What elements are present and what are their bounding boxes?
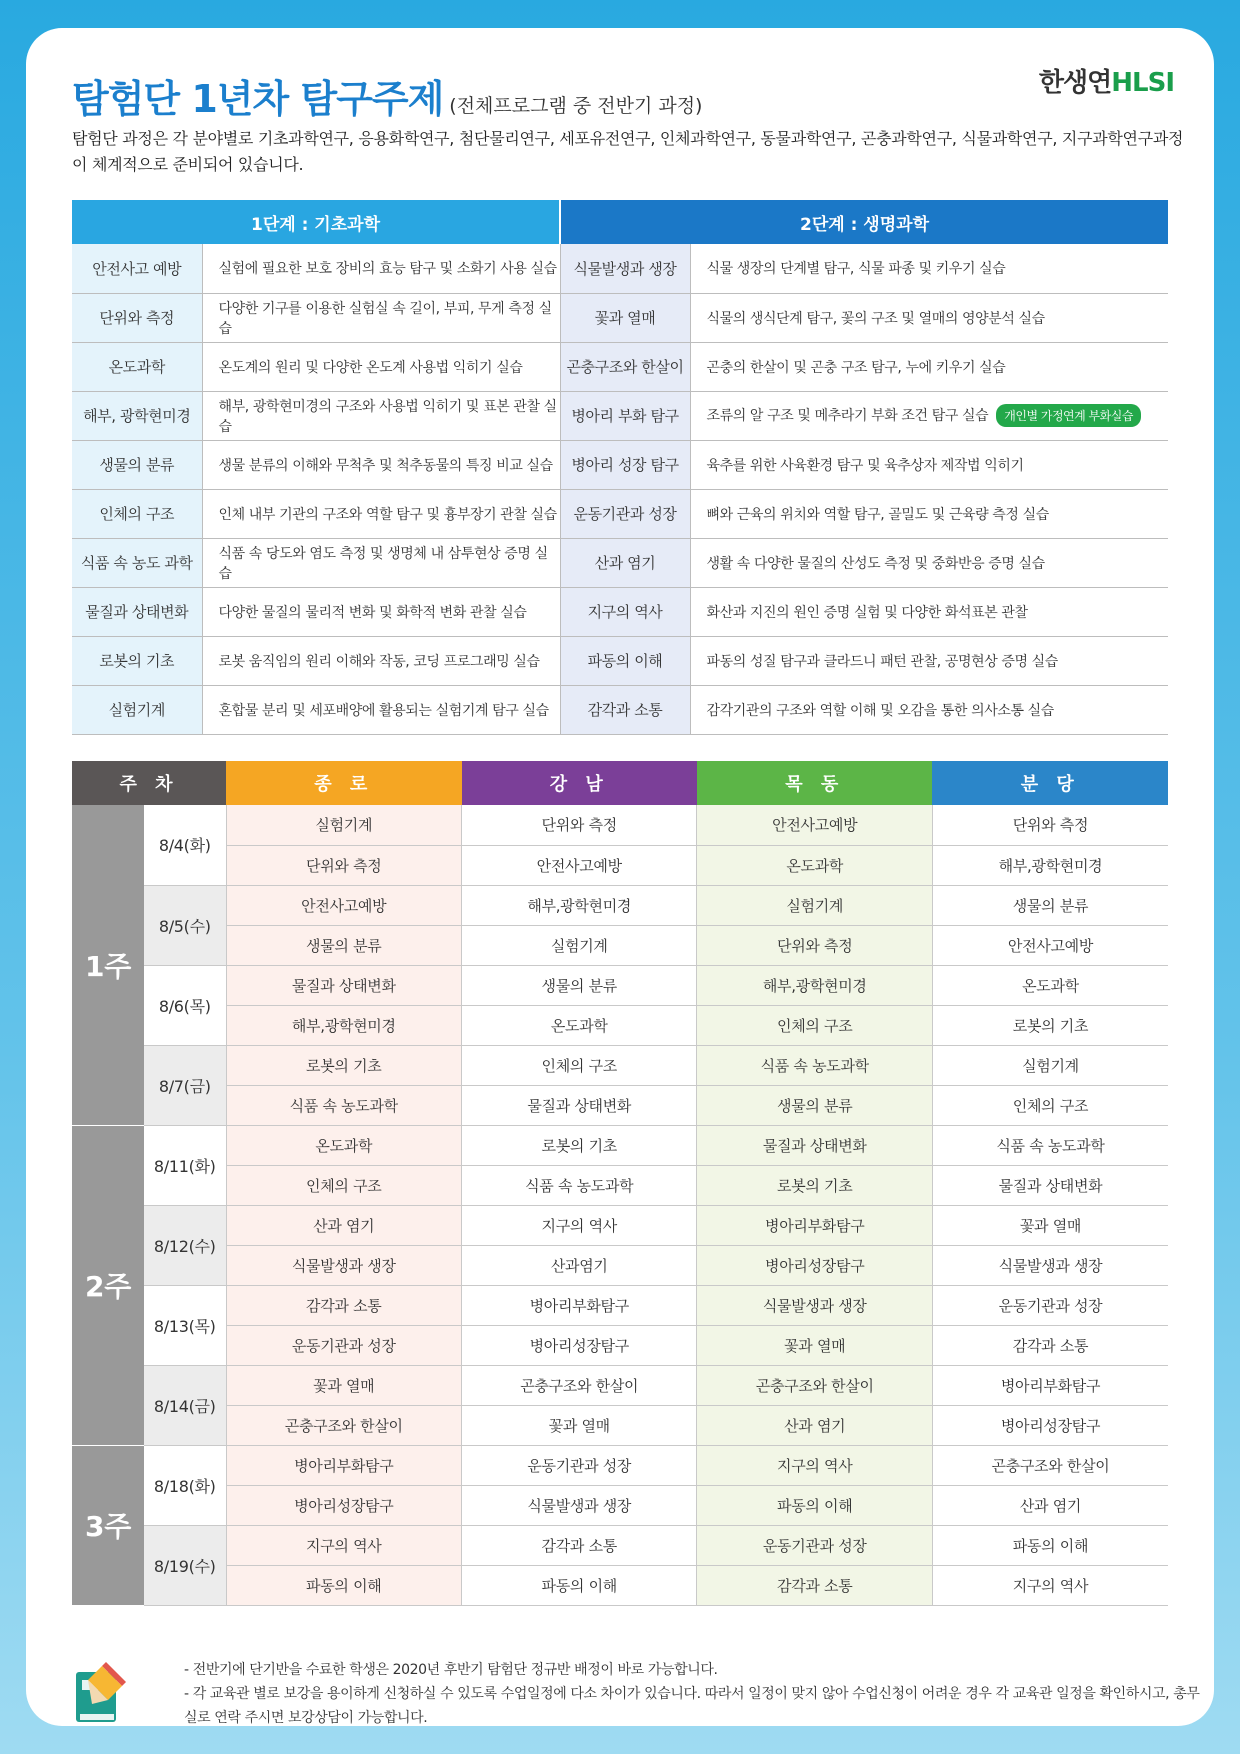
schedule-row — [72, 1525, 1168, 1565]
class-gangnam: 감각과 소통 — [462, 1525, 697, 1565]
class-gangnam: 로봇의 기초 — [462, 1125, 697, 1165]
stage2-header: 2단계 : 생명과학 — [560, 200, 1168, 244]
date-cell: 8/7(금) — [144, 1045, 226, 1125]
class-bundang: 안전사고예방 — [932, 925, 1168, 965]
class-gangnam: 곤충구조와 한살이 — [462, 1365, 697, 1405]
class-gangnam: 운동기관과 성장 — [462, 1445, 697, 1485]
topic-row — [72, 489, 1168, 538]
topic-name-stage1: 해부, 광학현미경 — [72, 391, 202, 440]
topic-desc-stage2: 식물 생장의 단계별 탐구, 식물 파종 및 키우기 실습 — [690, 244, 1168, 293]
date-cell: 8/5(수) — [144, 885, 226, 965]
date-cell: 8/18(화) — [144, 1445, 226, 1525]
topic-desc-stage2: 곤충의 한살이 및 곤충 구조 탐구, 누에 키우기 실습 — [690, 342, 1168, 391]
class-jongno: 로봇의 기초 — [226, 1045, 461, 1085]
class-bundang: 곤충구조와 한살이 — [932, 1445, 1168, 1485]
date-cell: 8/6(목) — [144, 965, 226, 1045]
topic-desc-stage1: 생물 분류의 이해와 무척추 및 척추동물의 특징 비교 실습 — [202, 440, 560, 489]
book-pencil-icon — [72, 1660, 128, 1726]
topic-desc-stage1: 로봇 움직임의 원리 이해와 작동, 코딩 프로그래밍 실습 — [202, 636, 560, 685]
class-mokdong: 식품 속 농도과학 — [697, 1045, 932, 1085]
class-gangnam: 생물의 분류 — [462, 965, 697, 1005]
class-jongno: 온도과학 — [226, 1125, 461, 1165]
date-cell: 8/12(수) — [144, 1205, 226, 1285]
topic-desc-stage2: 감각기관의 구조와 역할 이해 및 오감을 통한 의사소통 실습 — [690, 685, 1168, 734]
topic-name-stage2: 곤충구조와 한살이 — [560, 342, 690, 391]
topic-name-stage1: 로봇의 기초 — [72, 636, 202, 685]
topic-name-stage1: 생물의 분류 — [72, 440, 202, 489]
topic-desc-stage1: 다양한 물질의 물리적 변화 및 화학적 변화 관찰 실습 — [202, 587, 560, 636]
class-jongno: 운동기관과 성장 — [226, 1325, 461, 1365]
class-bundang: 인체의 구조 — [932, 1085, 1168, 1125]
class-jongno: 실험기계 — [226, 805, 461, 845]
schedule-row — [72, 805, 1168, 845]
topic-name-stage2: 산과 염기 — [560, 538, 690, 587]
class-gangnam: 단위와 측정 — [462, 805, 697, 845]
schedule-row — [72, 1205, 1168, 1245]
schedule-row — [72, 965, 1168, 1005]
header-jongno: 종 로 — [226, 761, 461, 805]
class-gangnam: 산과염기 — [462, 1245, 697, 1285]
topic-desc-stage2: 뼈와 근육의 위치와 역할 탐구, 골밀도 및 근육량 측정 실습 — [690, 489, 1168, 538]
class-mokdong: 병아리성장탐구 — [697, 1245, 932, 1285]
schedule-row — [72, 925, 1168, 965]
schedule-row — [72, 1365, 1168, 1405]
class-bundang: 지구의 역사 — [932, 1565, 1168, 1605]
topic-row — [72, 538, 1168, 587]
schedule-table — [72, 761, 1168, 1606]
date-cell: 8/13(목) — [144, 1285, 226, 1365]
topic-desc-stage1: 다양한 기구를 이용한 실험실 속 길이, 부피, 무게 측정 실습 — [202, 293, 560, 342]
class-gangnam: 해부,광학현미경 — [462, 885, 697, 925]
schedule-row — [72, 1445, 1168, 1485]
class-jongno: 감각과 소통 — [226, 1285, 461, 1325]
topic-name-stage1: 단위와 측정 — [72, 293, 202, 342]
topic-row — [72, 685, 1168, 734]
date-cell: 8/14(금) — [144, 1365, 226, 1445]
class-mokdong: 물질과 상태변화 — [697, 1125, 932, 1165]
class-bundang: 병아리부화탐구 — [932, 1365, 1168, 1405]
class-gangnam: 지구의 역사 — [462, 1205, 697, 1245]
class-gangnam: 병아리성장탐구 — [462, 1325, 697, 1365]
class-mokdong: 운동기관과 성장 — [697, 1525, 932, 1565]
topic-desc-stage2: 화산과 지진의 원인 증명 실험 및 다양한 화석표본 관찰 — [690, 587, 1168, 636]
class-jongno: 파동의 이해 — [226, 1565, 461, 1605]
topic-name-stage1: 실험기계 — [72, 685, 202, 734]
note-2: - 각 교육관 별로 보강을 용이하게 신청하실 수 있도록 수업일정에 다소 차이가 있습니다. 따라서 일정이 맞지 않아 수업신청이 어려운 경우 각 교육관 일정을 확인하시고, 총무실로 연락 주시면 보강상담이 가능합니다. — [184, 1686, 1200, 1726]
schedule-row — [72, 845, 1168, 885]
date-cell: 8/4(화) — [144, 805, 226, 885]
stage1-header: 1단계 : 기초과학 — [72, 200, 560, 244]
class-mokdong: 곤충구조와 한살이 — [697, 1365, 932, 1405]
class-jongno: 병아리부화탐구 — [226, 1445, 461, 1485]
topic-desc-stage1: 식품 속 당도와 염도 측정 및 생명체 내 삼투현상 증명 실습 — [202, 538, 560, 587]
class-mokdong: 병아리부화탐구 — [697, 1205, 932, 1245]
topic-name-stage1: 인체의 구조 — [72, 489, 202, 538]
schedule-row — [72, 1485, 1168, 1525]
topic-row — [72, 440, 1168, 489]
class-bundang: 로봇의 기초 — [932, 1005, 1168, 1045]
class-bundang: 파동의 이해 — [932, 1525, 1168, 1565]
topic-desc-stage2: 조류의 알 구조 및 메추라기 부화 조건 탐구 실습 개인별 가정연계 부화실습 — [690, 391, 1168, 440]
class-bundang: 단위와 측정 — [932, 805, 1168, 845]
topic-name-stage2: 파동의 이해 — [560, 636, 690, 685]
topic-name-stage2: 병아리 부화 탐구 — [560, 391, 690, 440]
class-mokdong: 로봇의 기초 — [697, 1165, 932, 1205]
topic-desc-stage2: 생활 속 다양한 물질의 산성도 측정 및 중화반응 증명 실습 — [690, 538, 1168, 587]
class-bundang: 식품 속 농도과학 — [932, 1125, 1168, 1165]
class-bundang: 물질과 상태변화 — [932, 1165, 1168, 1205]
topic-name-stage2: 식물발생과 생장 — [560, 244, 690, 293]
class-mokdong: 산과 염기 — [697, 1405, 932, 1445]
schedule-row — [72, 1245, 1168, 1285]
topic-row — [72, 293, 1168, 342]
schedule-row — [72, 1405, 1168, 1445]
class-jongno: 물질과 상태변화 — [226, 965, 461, 1005]
class-jongno: 식품 속 농도과학 — [226, 1085, 461, 1125]
class-jongno: 단위와 측정 — [226, 845, 461, 885]
class-jongno: 꽃과 열매 — [226, 1365, 461, 1405]
class-bundang: 운동기관과 성장 — [932, 1285, 1168, 1325]
class-gangnam: 꽃과 열매 — [462, 1405, 697, 1445]
topic-name-stage2: 병아리 성장 탐구 — [560, 440, 690, 489]
topic-name-stage2: 지구의 역사 — [560, 587, 690, 636]
class-gangnam: 인체의 구조 — [462, 1045, 697, 1085]
topic-name-stage2: 꽃과 열매 — [560, 293, 690, 342]
class-mokdong: 생물의 분류 — [697, 1085, 932, 1125]
class-bundang: 식물발생과 생장 — [932, 1245, 1168, 1285]
class-gangnam: 안전사고예방 — [462, 845, 697, 885]
topic-desc-stage2: 육추를 위한 사육환경 탐구 및 육추상자 제작법 익히기 — [690, 440, 1168, 489]
topic-row — [72, 244, 1168, 293]
class-gangnam: 식물발생과 생장 — [462, 1485, 697, 1525]
class-mokdong: 식물발생과 생장 — [697, 1285, 932, 1325]
schedule-row — [72, 1045, 1168, 1085]
class-bundang: 실험기계 — [932, 1045, 1168, 1085]
class-jongno: 해부,광학현미경 — [226, 1005, 461, 1045]
topic-row — [72, 391, 1168, 440]
class-mokdong: 감각과 소통 — [697, 1565, 932, 1605]
class-gangnam: 실험기계 — [462, 925, 697, 965]
class-bundang: 해부,광학현미경 — [932, 845, 1168, 885]
schedule-row — [72, 1285, 1168, 1325]
class-bundang: 생물의 분류 — [932, 885, 1168, 925]
schedule-row — [72, 1085, 1168, 1125]
title-main: 탐험단 1년차 탐구주제 — [72, 77, 444, 121]
home-incubation-badge: 개인별 가정연계 부화실습 — [996, 404, 1141, 427]
date-cell: 8/19(수) — [144, 1525, 226, 1605]
topic-desc-stage1: 온도계의 원리 및 다양한 온도계 사용법 익히기 실습 — [202, 342, 560, 391]
class-jongno: 지구의 역사 — [226, 1525, 461, 1565]
topic-desc-stage1: 혼합물 분리 및 세포배양에 활용되는 실험기계 탐구 실습 — [202, 685, 560, 734]
topic-desc-stage2: 식물의 생식단계 탐구, 꽃의 구조 및 열매의 영양분석 실습 — [690, 293, 1168, 342]
class-bundang: 꽃과 열매 — [932, 1205, 1168, 1245]
schedule-row — [72, 885, 1168, 925]
topic-desc-stage2: 파동의 성질 탐구과 클라드니 패턴 관찰, 공명현상 증명 실습 — [690, 636, 1168, 685]
topic-name-stage1: 물질과 상태변화 — [72, 587, 202, 636]
class-mokdong: 파동의 이해 — [697, 1485, 932, 1525]
class-mokdong: 안전사고예방 — [697, 805, 932, 845]
header-gangnam: 강 남 — [462, 761, 697, 805]
week-label: 2주 — [72, 1125, 144, 1445]
class-gangnam: 파동의 이해 — [462, 1565, 697, 1605]
schedule-row — [72, 1325, 1168, 1365]
date-cell: 8/11(화) — [144, 1125, 226, 1205]
class-mokdong: 실험기계 — [697, 885, 932, 925]
class-jongno: 생물의 분류 — [226, 925, 461, 965]
class-jongno: 병아리성장탐구 — [226, 1485, 461, 1525]
class-mokdong: 지구의 역사 — [697, 1445, 932, 1485]
class-jongno: 인체의 구조 — [226, 1165, 461, 1205]
class-bundang: 병아리성장탐구 — [932, 1405, 1168, 1445]
topic-desc-stage1: 해부, 광학현미경의 구조와 사용법 익히기 및 표본 관찰 실습 — [202, 391, 560, 440]
class-mokdong: 단위와 측정 — [697, 925, 932, 965]
class-bundang: 산과 염기 — [932, 1485, 1168, 1525]
class-jongno: 곤충구조와 한살이 — [226, 1405, 461, 1445]
class-gangnam: 온도과학 — [462, 1005, 697, 1045]
topic-name-stage2: 감각과 소통 — [560, 685, 690, 734]
class-jongno: 식물발생과 생장 — [226, 1245, 461, 1285]
schedule-row — [72, 1565, 1168, 1605]
title-subtitle: (전체프로그램 중 전반기 과정) — [449, 95, 703, 117]
class-mokdong: 인체의 구조 — [697, 1005, 932, 1045]
schedule-row — [72, 1005, 1168, 1045]
class-bundang: 감각과 소통 — [932, 1325, 1168, 1365]
topic-row — [72, 636, 1168, 685]
class-jongno: 산과 염기 — [226, 1205, 461, 1245]
header-week: 주 차 — [72, 761, 226, 805]
topics-table — [72, 200, 1168, 735]
intro-text: 탐험단 과정은 각 분야별로 기초과학연구, 응용화학연구, 첨단물리연구, 세포유전연구, 인체과학연구, 동물과학연구, 곤충과학연구, 식물과학연구, 지구과학연구과정이 체계적으로 준비되어 있습니다. — [72, 129, 1184, 174]
page-title — [72, 68, 702, 123]
class-gangnam: 식품 속 농도과학 — [462, 1165, 697, 1205]
week-label: 3주 — [72, 1445, 144, 1605]
topic-desc-stage1: 인체 내부 기관의 구조와 역할 탐구 및 흉부장기 관찰 실습 — [202, 489, 560, 538]
header-bundang: 분 당 — [932, 761, 1168, 805]
class-mokdong: 온도과학 — [697, 845, 932, 885]
class-jongno: 안전사고예방 — [226, 885, 461, 925]
page-card — [26, 28, 1214, 1726]
topic-name-stage1: 안전사고 예방 — [72, 244, 202, 293]
note-1: - 전반기에 단기반을 수료한 학생은 2020년 후반기 탐험단 정규반 배정이 바로 가능합니다. — [184, 1662, 718, 1678]
topic-desc-stage1: 실험에 필요한 보호 장비의 효능 탐구 및 소화기 사용 실습 — [202, 244, 560, 293]
topic-name-stage1: 식품 속 농도 과학 — [72, 538, 202, 587]
class-gangnam: 병아리부화탐구 — [462, 1285, 697, 1325]
week-label: 1주 — [72, 805, 144, 1125]
class-gangnam: 물질과 상태변화 — [462, 1085, 697, 1125]
schedule-row — [72, 1125, 1168, 1165]
topic-name-stage1: 온도과학 — [72, 342, 202, 391]
class-mokdong: 꽃과 열매 — [697, 1325, 932, 1365]
topic-row — [72, 587, 1168, 636]
topic-row — [72, 342, 1168, 391]
header-mokdong: 목 동 — [697, 761, 932, 805]
hlsi-logo: 한생연HLSI — [1038, 68, 1174, 98]
schedule-row — [72, 1165, 1168, 1205]
class-mokdong: 해부,광학현미경 — [697, 965, 932, 1005]
topic-name-stage2: 운동기관과 성장 — [560, 489, 690, 538]
class-bundang: 온도과학 — [932, 965, 1168, 1005]
